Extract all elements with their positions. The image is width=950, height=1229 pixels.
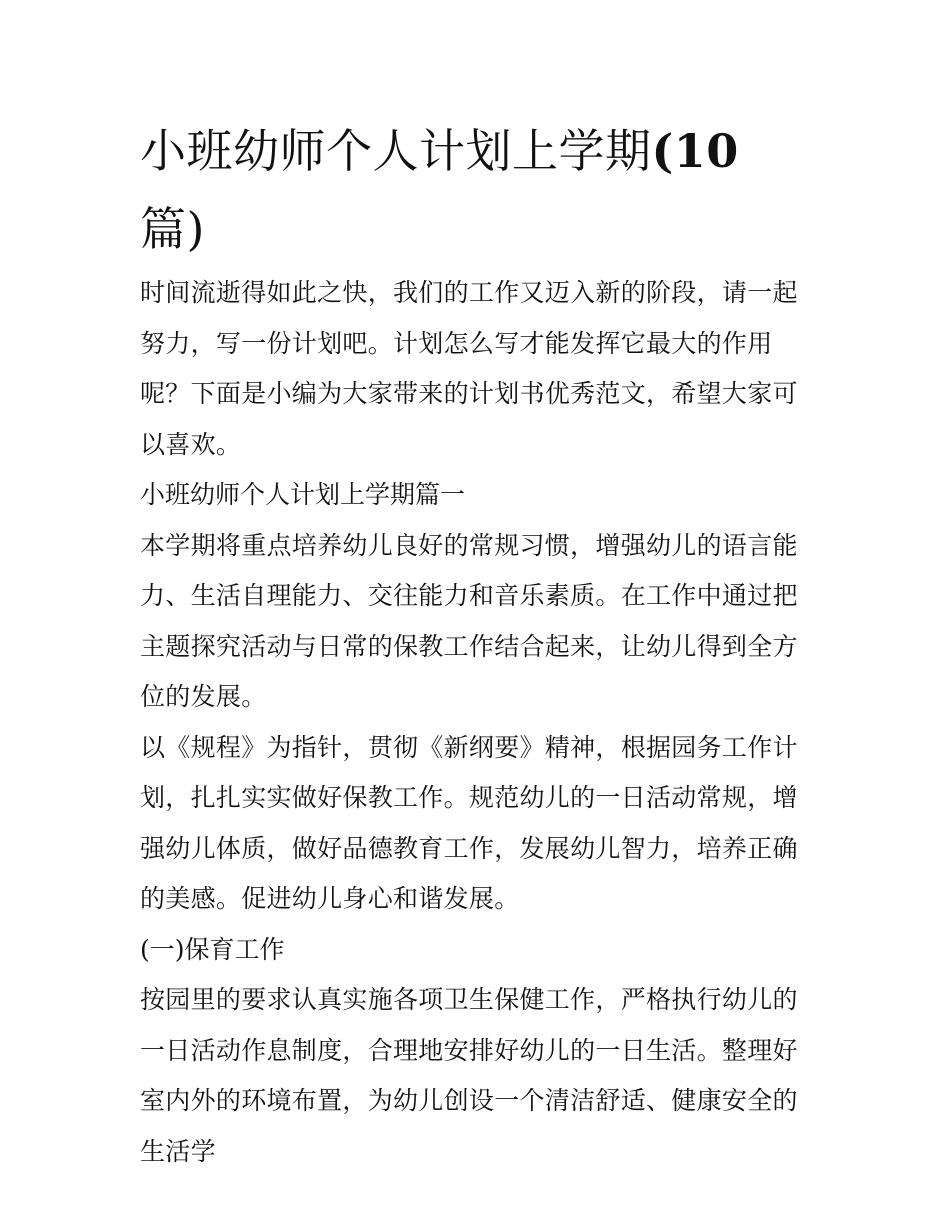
document-title: [140, 112, 815, 268]
section-heading-part-one: 小班幼师个人计划上学期篇一: [140, 480, 466, 509]
title-count: (10: [651, 124, 739, 178]
subheading-childcare-work: (一)保育工作: [140, 934, 285, 964]
title-suffix: 篇): [140, 202, 205, 256]
paragraph-guidelines: 以《规程》为指针，贯彻《新纲要》精神，根据园务工作计划，扎扎实实做好保教工作。规范幼儿的一日活动常规，增强幼儿体质，做好品德教育工作，发展幼儿智力，培养正确的美感。促进幼儿身心和谐发展。: [140, 732, 798, 913]
title-chinese: 小班幼师个人计划上学期: [140, 124, 652, 178]
paragraph-childcare: 按园里的要求认真实施各项卫生保健工作，严格执行幼儿的一日活动作息制度，合理地安排好幼儿的一日生活。整理好室内外的环境布置，为幼儿创设一个清洁舒适、健康安全的生活学: [140, 985, 798, 1166]
paragraph-goals: 本学期将重点培养幼儿良好的常规习惯，增强幼儿的语言能力、生活自理能力、交往能力和音乐素质。在工作中通过把主题探究活动与日常的保教工作结合起来，让幼儿得到全方位的发展。: [140, 530, 798, 711]
document-content: [140, 112, 815, 1177]
intro-paragraph: 时间流逝得如此之快，我们的工作又迈入新的阶段，请一起努力，写一份计划吧。计划怎么写才能发挥它最大的作用呢？下面是小编为大家带来的计划书优秀范文，希望大家可以喜欢。: [140, 278, 798, 459]
